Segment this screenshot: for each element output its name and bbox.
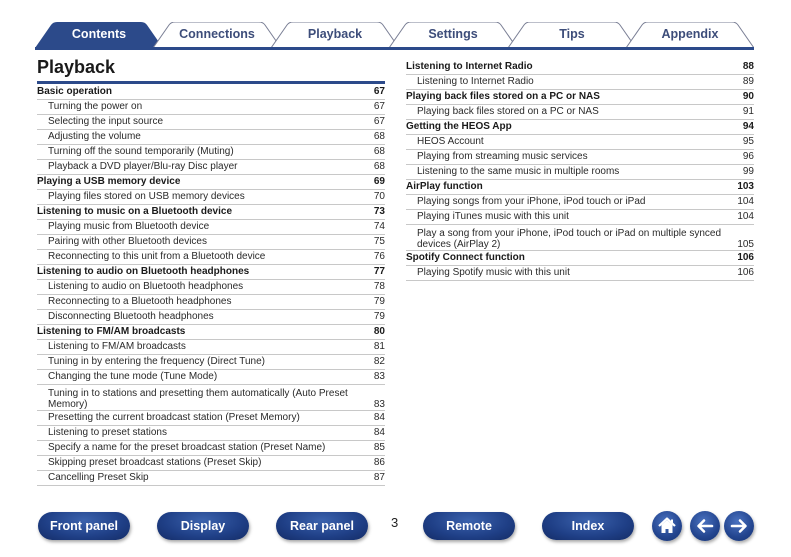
toc-entry-title: Playing back files stored on a PC or NAS [406, 91, 600, 102]
toc-entry-link[interactable] [37, 145, 385, 160]
toc-entry-title: Tuning in to stations and presetting them automatically (Auto Preset Memory) [48, 388, 348, 410]
toc-entry-link[interactable] [37, 250, 385, 265]
toc-page-number: 94 [742, 121, 754, 132]
toc-right-column [406, 60, 754, 281]
toc-entry-title: Listening to Internet Radio [406, 61, 533, 72]
toc-page-number: 79 [373, 311, 385, 322]
toc-page-number: 104 [737, 211, 754, 222]
toc-page-number: 95 [742, 136, 754, 147]
toc-entry-link[interactable] [37, 100, 385, 115]
tab-label: Appendix [661, 27, 719, 41]
toc-page-number: 106 [737, 252, 754, 263]
toc-page-number: 83 [373, 371, 385, 382]
toc-entry-title: Changing the tune mode (Tune Mode) [48, 371, 218, 382]
toc-page-number: 83 [373, 399, 385, 410]
toc-entry-link[interactable] [37, 235, 385, 250]
tab-underline [35, 47, 754, 50]
toc-page-number: 106 [737, 267, 754, 278]
title-divider [37, 81, 385, 84]
toc-page-number: 105 [737, 239, 754, 250]
home-button[interactable] [652, 511, 682, 541]
toc-page-number: 67 [373, 86, 385, 97]
toc-entry-link[interactable] [406, 150, 754, 165]
toc-page-number: 104 [737, 196, 754, 207]
toc-entry-title: AirPlay function [406, 181, 483, 192]
toc-entry-title: Listening to audio on Bluetooth headphones [37, 266, 250, 277]
tab-playback[interactable] [271, 22, 399, 48]
toc-page-number: 89 [742, 76, 754, 87]
toc-entry-title: Listening to preset stations [48, 427, 167, 438]
toc-page-number: 84 [373, 427, 385, 438]
toc-entry-link[interactable] [37, 130, 385, 145]
toc-page-number: 81 [373, 341, 385, 352]
toc-entry-link[interactable] [406, 75, 754, 90]
toc-page-number: 70 [373, 191, 385, 202]
toc-entry-title: Playing songs from your iPhone, iPod touch or iPad [417, 196, 646, 207]
toc-page-number: 96 [742, 151, 754, 162]
tab-label: Settings [428, 27, 478, 41]
forward-arrow-icon [724, 511, 754, 541]
toc-entry-title: Turning the power on [48, 101, 143, 112]
toc-entry-link[interactable] [37, 441, 385, 456]
toc-entry-title: Getting the HEOS App [406, 121, 512, 132]
toc-left-column [37, 85, 385, 486]
toc-entry-title: HEOS Account [417, 136, 484, 147]
toc-entry-link[interactable] [37, 115, 385, 130]
toc-entry-link[interactable] [406, 105, 754, 120]
tab-label: Playback [307, 27, 363, 41]
toc-entry-title: Specify a name for the preset broadcast station (Preset Name) [48, 442, 326, 453]
toc-entry-title: Playing a USB memory device [37, 176, 181, 187]
toc-page-number: 82 [373, 356, 385, 367]
page-title: Playback [37, 57, 116, 77]
index-button[interactable]: Index [542, 512, 634, 540]
toc-entry-link[interactable] [37, 370, 385, 385]
toc-page-number: 69 [373, 176, 385, 187]
toc-entry-title: Adjusting the volume [48, 131, 141, 142]
toc-entry-title: Playing Spotify music with this unit [417, 267, 570, 278]
toc-page-number: 91 [742, 106, 754, 117]
toc-entry-title: Playing files stored on USB memory devices [48, 191, 245, 202]
toc-entry-title: Listening to FM/AM broadcasts [48, 341, 186, 352]
toc-entry-title: Listening to audio on Bluetooth headphones [48, 281, 244, 292]
toc-page-number: 87 [373, 472, 385, 483]
toc-entry-title: Pairing with other Bluetooth devices [48, 236, 207, 247]
toc-entry-link[interactable] [37, 471, 385, 486]
toc-page-number: 67 [373, 101, 385, 112]
toc-entry-title: Basic operation [37, 86, 113, 97]
toc-entry-link[interactable] [37, 310, 385, 325]
toc-entry-title: Listening to the same music in multiple rooms [417, 166, 620, 177]
toc-entry-title: Presetting the current broadcast station (Preset Memory) [48, 412, 300, 423]
toc-page-number: 68 [373, 161, 385, 172]
toc-entry-title: Playing iTunes music with this unit [417, 211, 569, 222]
toc-entry-title: Listening to music on a Bluetooth device [37, 206, 233, 217]
toc-entry-link[interactable] [37, 385, 385, 411]
toc-section-link[interactable] [406, 251, 754, 266]
tab-bar [35, 18, 754, 48]
toc-page-number: 75 [373, 236, 385, 247]
toc-page-number: 74 [373, 221, 385, 232]
toc-entry-link[interactable] [406, 210, 754, 225]
toc-entry-title: Play a song from your iPhone, iPod touch or iPad on multiple synced devices (AirPlay 2) [417, 228, 722, 250]
tab-tips[interactable] [508, 22, 636, 48]
toc-page-number: 85 [373, 442, 385, 453]
toc-page-number: 76 [373, 251, 385, 262]
toc-page-number: 84 [373, 412, 385, 423]
toc-entry-link[interactable] [37, 190, 385, 205]
toc-section-link[interactable] [37, 325, 385, 340]
tab-appendix[interactable] [626, 22, 754, 48]
toc-entry-title: Tuning in by entering the frequency (Direct Tune) [48, 356, 265, 367]
toc-page-number: 78 [373, 281, 385, 292]
toc-entry-title: Playing from streaming music services [417, 151, 588, 162]
tab-label: Tips [559, 27, 585, 41]
toc-page-number: 103 [737, 181, 754, 192]
toc-section-link[interactable] [37, 265, 385, 280]
toc-entry-title: Reconnecting to a Bluetooth headphones [48, 296, 232, 307]
toc-page-number: 77 [373, 266, 385, 277]
remote-button[interactable]: Remote [423, 512, 515, 540]
display-button[interactable]: Display [157, 512, 249, 540]
toc-entry-title: Cancelling Preset Skip [48, 472, 149, 483]
tab-label: Contents [71, 27, 127, 41]
tab-label: Connections [179, 27, 255, 41]
back-arrow-icon [690, 511, 720, 541]
toc-entry-link[interactable] [37, 280, 385, 295]
forward-button[interactable] [724, 511, 754, 541]
home-icon [652, 511, 682, 541]
toc-entry-link[interactable] [406, 225, 754, 251]
toc-entry-title: Selecting the input source [48, 116, 164, 127]
toc-page-number: 80 [373, 326, 385, 337]
toc-entry-title: Playing back files stored on a PC or NAS [417, 106, 599, 117]
toc-entry-link[interactable] [37, 411, 385, 426]
toc-page-number: 90 [742, 91, 754, 102]
toc-entry-title: Playback a DVD player/Blu-ray Disc player [48, 161, 238, 172]
toc-page-number: 73 [373, 206, 385, 217]
toc-section-link[interactable] [406, 90, 754, 105]
toc-entry-link[interactable] [37, 340, 385, 355]
toc-section-link[interactable] [406, 60, 754, 75]
toc-page-number: 88 [742, 61, 754, 72]
toc-section-link[interactable] [406, 180, 754, 195]
toc-entry-title: Listening to Internet Radio [417, 76, 534, 87]
toc-page-number: 99 [742, 166, 754, 177]
toc-entry-link[interactable] [37, 295, 385, 310]
page-number: 3 [391, 515, 399, 530]
toc-entry-title: Turning off the sound temporarily (Muting) [48, 146, 234, 157]
toc-section-link[interactable] [37, 175, 385, 190]
toc-entry-link[interactable] [406, 266, 754, 281]
toc-entry-title: Spotify Connect function [406, 252, 525, 263]
toc-page-number: 79 [373, 296, 385, 307]
rear-panel-button[interactable]: Rear panel [276, 512, 368, 540]
toc-section-link[interactable] [37, 85, 385, 100]
toc-page-number: 68 [373, 131, 385, 142]
toc-entry-title: Playing music from Bluetooth device [48, 221, 210, 232]
toc-entry-link[interactable] [37, 426, 385, 441]
tab-connections[interactable] [153, 22, 281, 48]
toc-section-link[interactable] [37, 205, 385, 220]
toc-entry-link[interactable] [37, 220, 385, 235]
toc-entry-title: Disconnecting Bluetooth headphones [48, 311, 214, 322]
toc-page-number: 68 [373, 146, 385, 157]
front-panel-button[interactable]: Front panel [38, 512, 130, 540]
tab-settings[interactable] [389, 22, 517, 48]
toc-entry-title: Listening to FM/AM broadcasts [37, 326, 186, 337]
toc-entry-title: Skipping preset broadcast stations (Preset Skip) [48, 457, 262, 468]
toc-entry-link[interactable] [37, 456, 385, 471]
toc-entry-link[interactable] [37, 160, 385, 175]
toc-entry-link[interactable] [406, 195, 754, 210]
toc-entry-link[interactable] [37, 355, 385, 370]
toc-section-link[interactable] [406, 120, 754, 135]
toc-page-number: 67 [373, 116, 385, 127]
toc-entry-title: Reconnecting to this unit from a Bluetooth device [48, 251, 266, 262]
toc-entry-link[interactable] [406, 165, 754, 180]
tab-contents[interactable] [35, 22, 163, 48]
back-button[interactable] [690, 511, 720, 541]
toc-page-number: 86 [373, 457, 385, 468]
toc-entry-link[interactable] [406, 135, 754, 150]
